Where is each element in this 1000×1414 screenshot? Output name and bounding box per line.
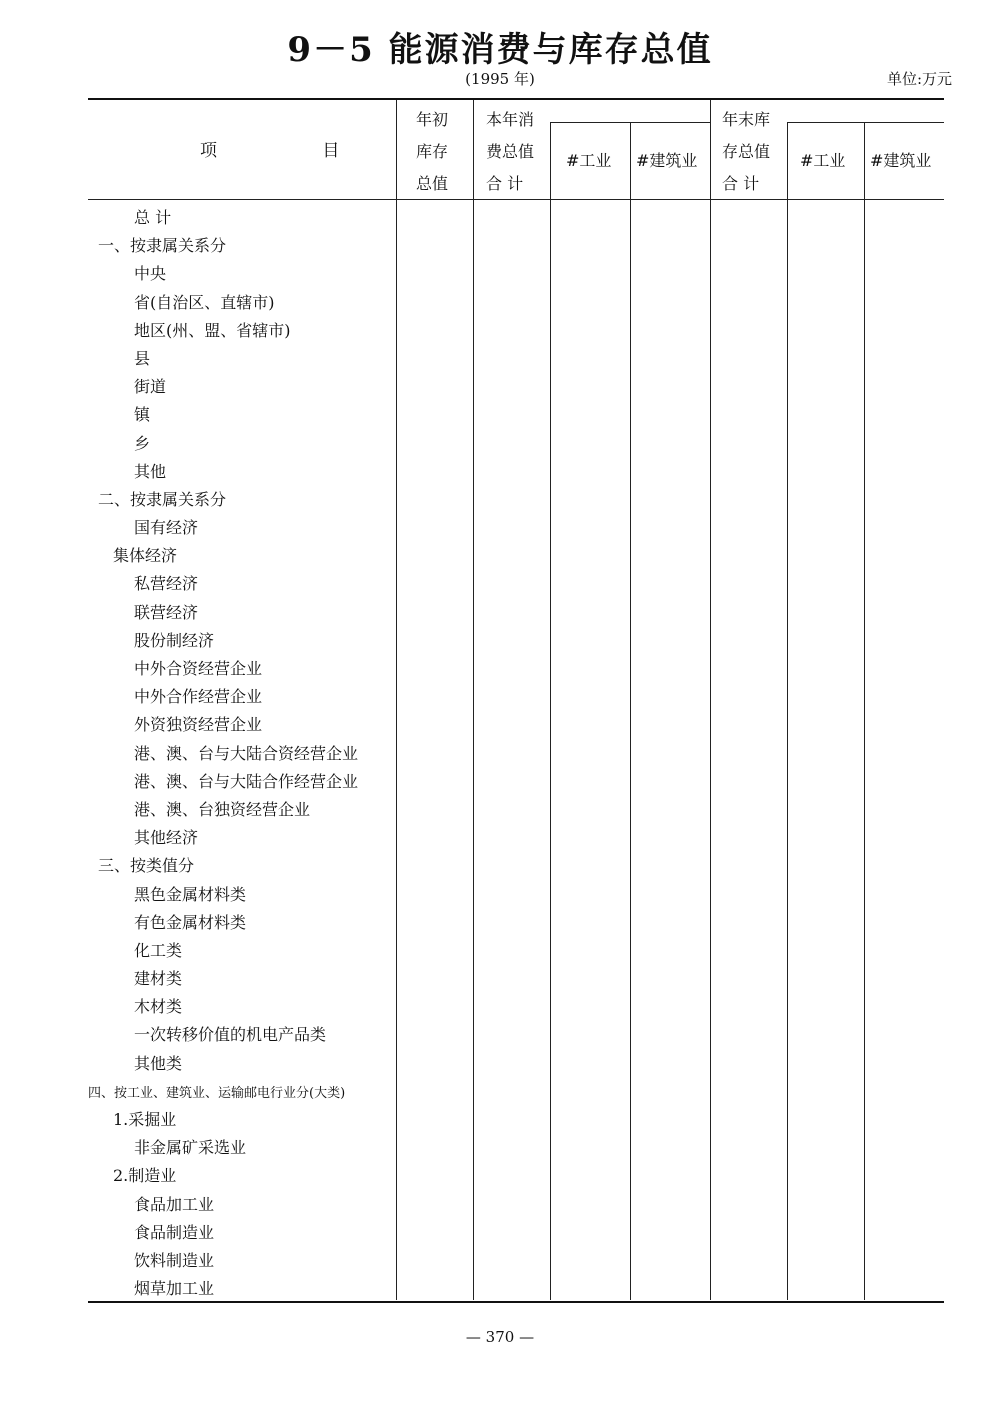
row-label: 一、按隶属关系分 — [98, 236, 227, 256]
closing-sub-rule — [787, 122, 944, 123]
row-label: 食品加工业 — [134, 1194, 215, 1214]
header-closing: 年末库 存总值 合 计 — [722, 110, 771, 193]
row-label: 集体经济 — [113, 546, 178, 566]
row-label: 1.采掘业 — [113, 1110, 177, 1129]
col-line-5 — [710, 100, 711, 1300]
row-label: 一次转移价值的机电产品类 — [134, 1025, 327, 1045]
year-note: (1995 年) — [465, 70, 535, 88]
row-label: 四、按工业、建筑业、运输邮电行业分(大类) — [88, 1085, 346, 1101]
page-title: 9－5 能源消费与库存总值 — [287, 30, 713, 70]
row-label: 木材类 — [134, 997, 183, 1017]
row-label: 镇 — [134, 405, 151, 425]
row-label: 饮料制造业 — [134, 1250, 215, 1270]
col-line-2 — [473, 100, 474, 1300]
row-label: 黑色金属材料类 — [134, 884, 247, 904]
table-bottom-rule — [88, 1301, 944, 1303]
page-number: — 370 — — [465, 1328, 535, 1346]
col-line-4 — [630, 122, 631, 1300]
row-label: 港、澳、台独资经营企业 — [134, 799, 311, 819]
unit-note: 单位:万元 — [886, 70, 952, 88]
row-label: 街道 — [134, 377, 167, 397]
row-label: 二、按隶属关系分 — [98, 489, 227, 509]
row-label: 总 计 — [134, 208, 172, 227]
col-line-3 — [550, 122, 551, 1300]
row-label: 其他经济 — [134, 828, 199, 848]
row-label: 外资独资经营企业 — [134, 715, 263, 735]
row-label: 地区(州、盟、省辖市) — [134, 320, 291, 340]
col-line-1 — [396, 100, 397, 1300]
row-label: 食品制造业 — [134, 1222, 215, 1242]
row-label: 股份制经济 — [134, 630, 215, 650]
row-label: 联营经济 — [134, 602, 199, 622]
col-line-6 — [787, 122, 788, 1300]
row-label: 其他类 — [134, 1053, 183, 1073]
row-label: 私营经济 — [134, 574, 199, 594]
row-label: 港、澳、台与大陆合作经营企业 — [134, 771, 359, 791]
row-label: 三、按类值分 — [98, 856, 195, 876]
row-label: 港、澳、台与大陆合资经营企业 — [134, 743, 359, 763]
row-label: 其他 — [134, 461, 167, 481]
col-line-7 — [864, 122, 865, 1300]
header-construction: #建筑业 — [636, 151, 698, 170]
row-label: 化工类 — [134, 940, 183, 960]
header-consumption: 本年消 费总值 合 计 — [486, 110, 535, 193]
row-label: 建材类 — [134, 969, 183, 989]
header-industry-2: #工业 — [800, 151, 846, 170]
row-label: 中外合资经营企业 — [134, 659, 263, 678]
row-label: 县 — [134, 348, 151, 368]
row-label: 中外合作经营企业 — [134, 687, 263, 707]
row-label: 乡 — [134, 433, 151, 453]
header-industry: #工业 — [566, 151, 612, 170]
row-label: 中央 — [134, 264, 167, 284]
header-construction-2: #建筑业 — [870, 151, 932, 170]
row-label: 省(自治区、直辖市) — [134, 292, 275, 312]
table-top-rule — [88, 98, 944, 100]
row-label: 烟草加工业 — [134, 1279, 215, 1299]
row-label: 有色金属材料类 — [134, 912, 247, 932]
header-item: 项 目 — [200, 141, 390, 161]
row-label: 国有经济 — [134, 518, 199, 538]
row-label: 非金属矿采选业 — [134, 1138, 247, 1158]
row-label: 2.制造业 — [113, 1166, 177, 1186]
header-opening: 年初 库存 总值 — [416, 110, 449, 193]
